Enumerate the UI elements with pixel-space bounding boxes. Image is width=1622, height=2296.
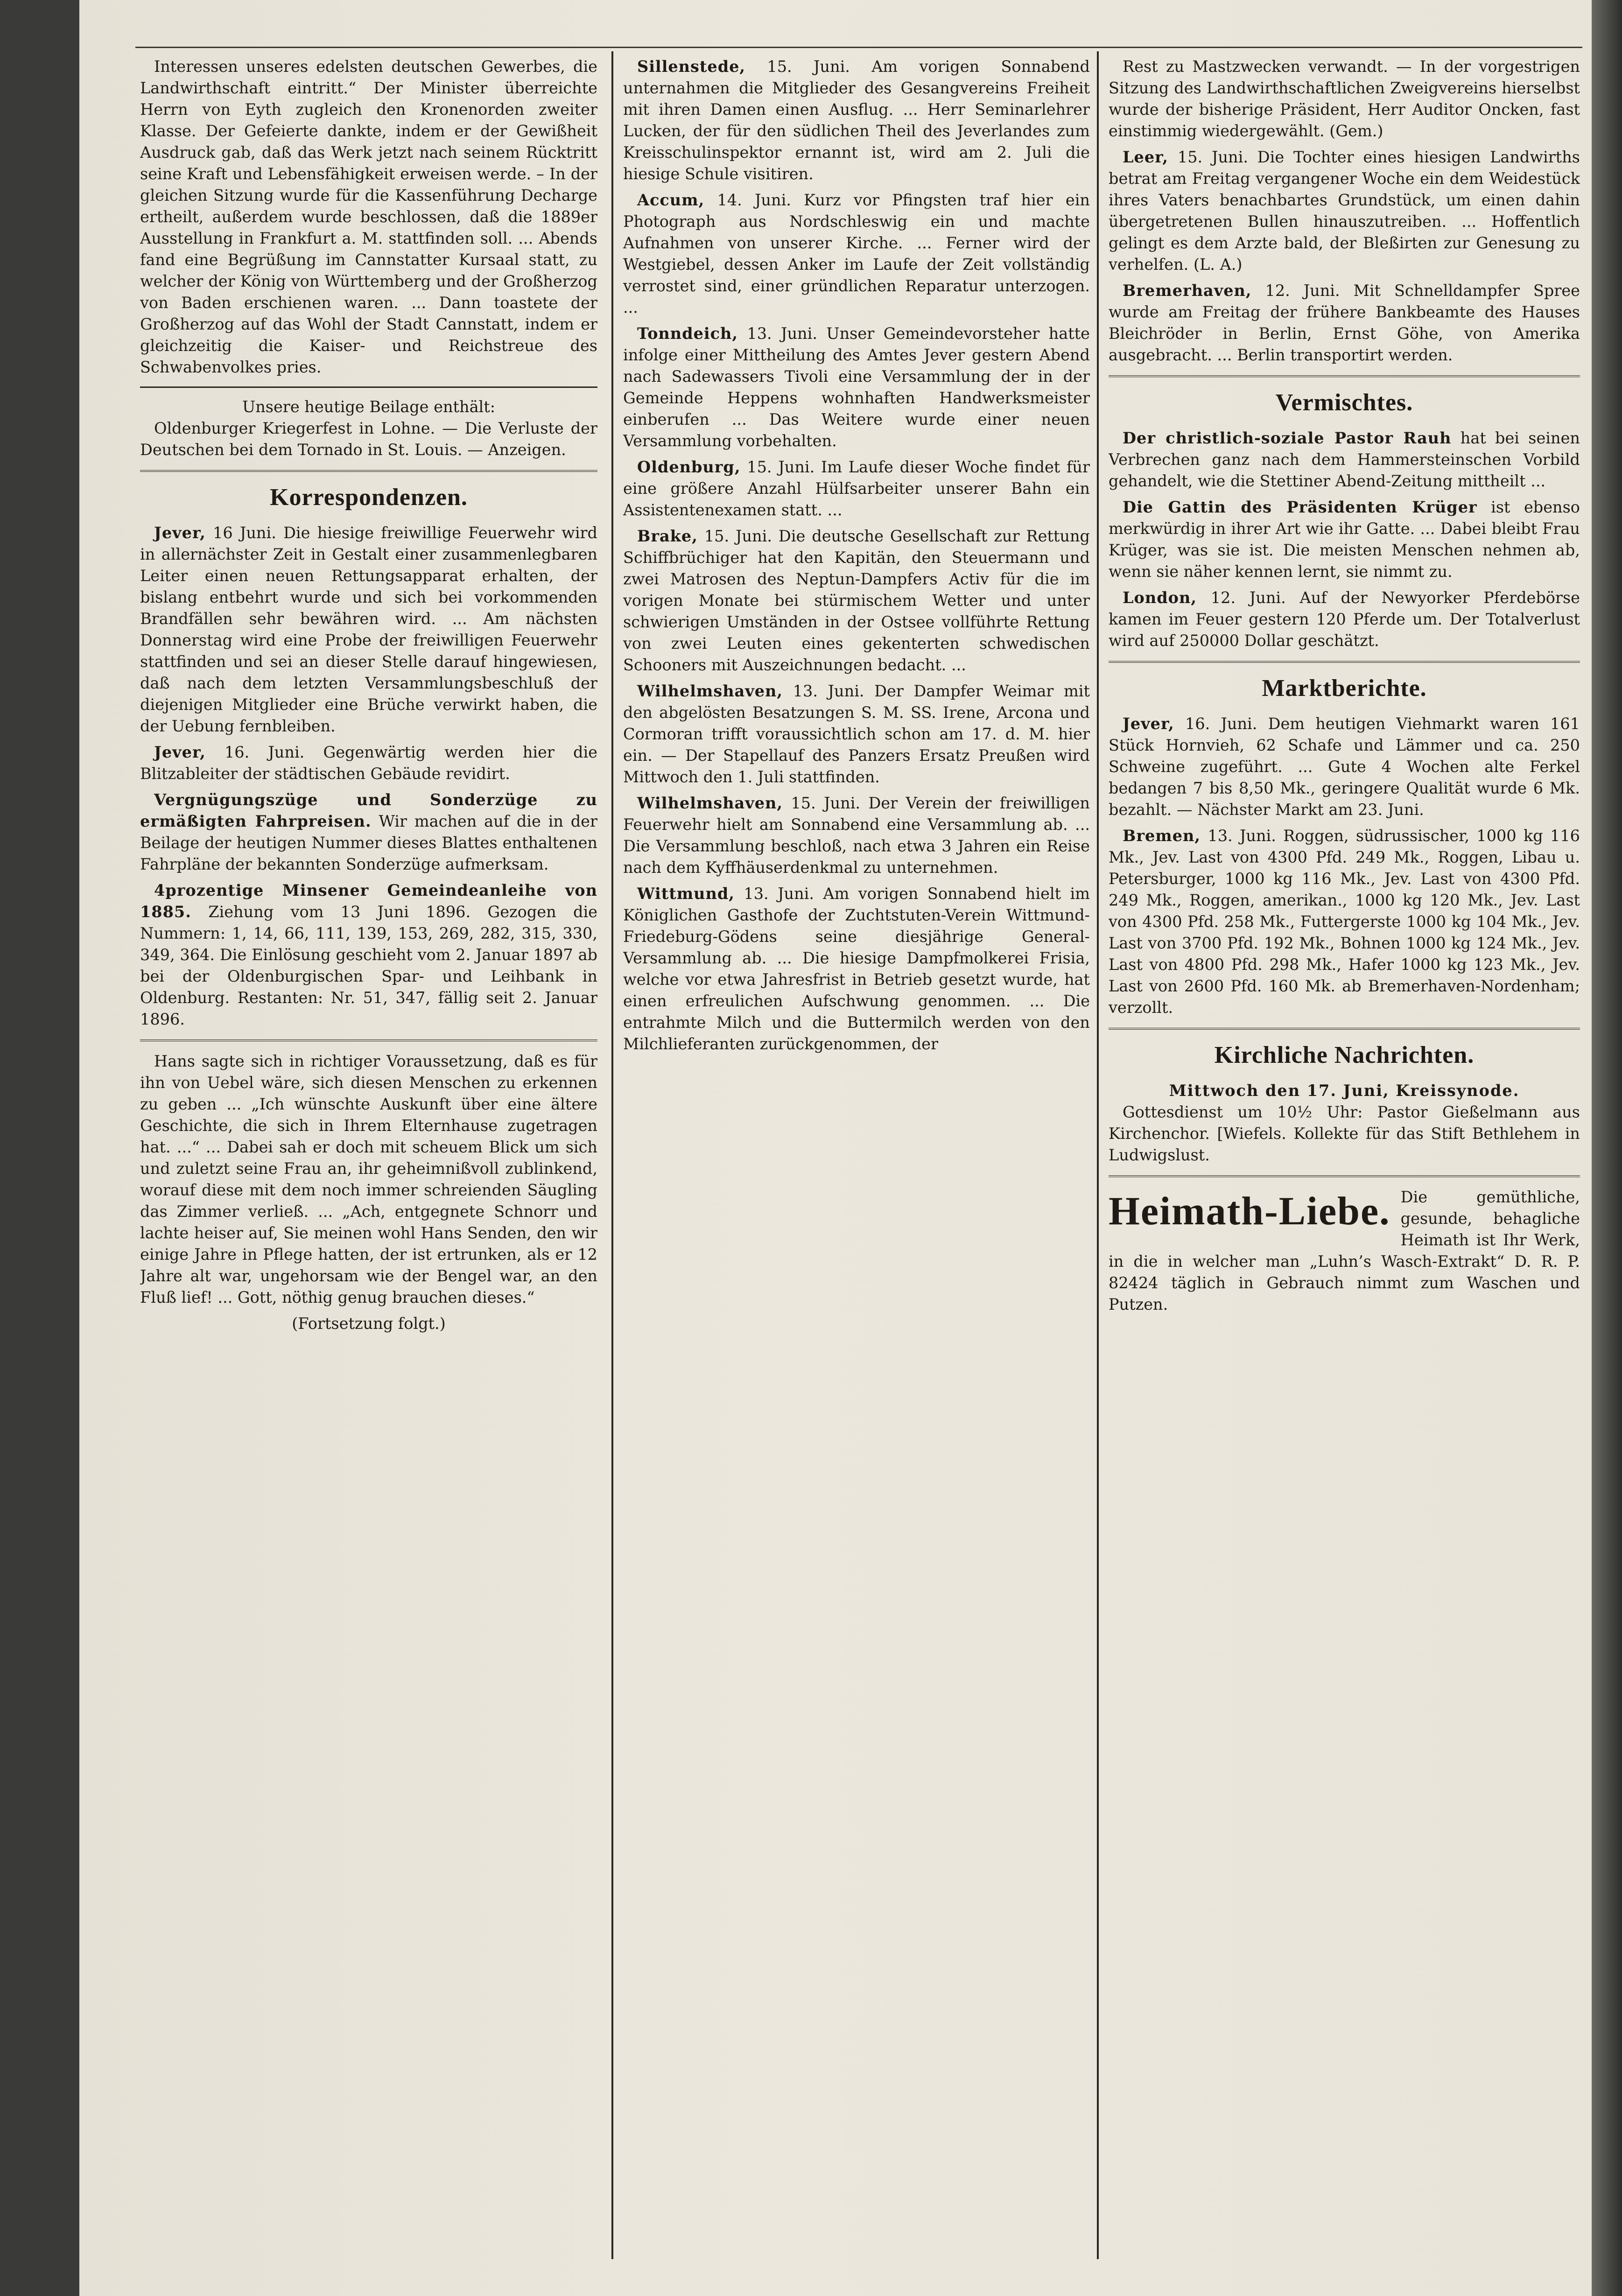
church-subheading: Mittwoch den 17. Juni, Kreissynode.: [1169, 1081, 1520, 1100]
article-vergnuegungszuege: [140, 789, 597, 875]
beilage-title: Unsere heutige Beilage enthält:: [242, 398, 496, 416]
beilage-text: Oldenburger Kriegerfest in Lohne. — Die Verluste der Deutschen bei dem Tornado in St. Louis. — Anzeigen.: [140, 419, 597, 459]
dateline: Wilhelmshaven,: [637, 794, 783, 812]
article-wilhelmshaven-2: [623, 793, 1090, 878]
divider: [1109, 661, 1580, 663]
column-rule-2: [1097, 51, 1099, 2259]
article-body: 13. Juni. Am vorigen Sonnabend hielt im Königlichen Gasthofe der Zuchtstuten-Verein Wittmund-Friedeburg-Gödens seine diesjährige General-Versammlung ab. ... Die hiesige Dampfmolkerei Frisia, welche vor etwa Jahresfrist in Betrieb gesetzt wurde, hat einen erfreulichen Aufschwung genommen. ... Die entrahmte Milch und die Buttermilch werden von den Milchlieferanten zurückgenommen, der: [623, 885, 1090, 1053]
column-middle: [623, 56, 1090, 2259]
dateline: Bremerhaven,: [1123, 281, 1252, 300]
article-continuation: Interessen unseres edelsten deutschen Gewerbes, die Landwirthschaft eintritt.“ Der Minister überreichte Herrn von Eyth zugleich den Kronenorden zweiter Klasse. Der Gefeierte dankte, indem er der Gewißheit Ausdruck gab, daß das Werk jetzt nach seinem Rücktritt seine Kraft und Lebensfähigkeit erweisen werde. – In der gleichen Sitzung wurde für die Kassenführung Decharge ertheilt, außerdem wurde beschlossen, daß die 1889er Ausstellung in Frankfurt a. M. stattfinden soll. ... Abends fand eine Begrüßung im Cannstatter Kursaal statt, zu welcher der König von Württemberg und der Großherzog von Baden erschienen waren. ... Dann toastete der Großherzog auf das Wohl der Stadt Cannstatt, indem er gleichzeitig die Kaiser- und Reichstreue des Schwabenvolkes pries.: [140, 57, 597, 376]
article-body: 13. Juni. Unser Gemeindevorsteher hatte infolge einer Mittheilung des Amtes Jever gestern Abend nach Sadewassers Tivoli eine Versammlung der in der Gemeinde Heppens wohnhaften Handwerksmeister einberufen ... Das Weitere wurde einer neuen Versammlung vorbehalten.: [623, 324, 1090, 450]
article-accum: [623, 190, 1090, 318]
dateline: Accum,: [637, 191, 705, 209]
advertisement-heimath-liebe: [1109, 1187, 1580, 1315]
article-body: 12. Juni. Mit Schnelldampfer Spree wurde am Freitag der frühere Bankbeamte des Hauses Bleichröder in Berlin, Ernst Göhe, von Amerika ausgebracht. ... Berlin transportirt werden.: [1109, 281, 1580, 364]
dateline: Tonndeich,: [637, 324, 738, 343]
divider: [1109, 375, 1580, 377]
column-rule-1: [611, 51, 613, 2259]
article-body: 14. Juni. Kurz vor Pfingsten traf hier ein Photograph aus Nordschleswig ein und machte Aufnahmen von unserer Kirche. ... Ferner wird der Westgiebel, dessen Anker im Laufe der Zeit vollständig verrostet sind, einer gründlichen Reparatur unterzogen. ...: [623, 191, 1090, 316]
article-wilhelmshaven-1: [623, 681, 1090, 788]
ad-title: Heimath-Liebe.: [1109, 1188, 1390, 1233]
market-jever: [1109, 713, 1580, 821]
dateline: Vergnügungszüge und Sonderzüge zu ermäßigten Fahrpreisen.: [140, 791, 597, 830]
article-body: Ziehung vom 13 Juni 1896. Gezogen die Nummern: 1, 14, 66, 111, 139, 153, 269, 282, 315, 330, 349, 364. Die Einlösung geschieht vom 2. Januar 1897 ab bei der Oldenburgischen Spar- und Leihbank in Oldenburg. Restanten: Nr. 51, 347, fällig seit 2. Januar 1896.: [140, 903, 597, 1028]
market-bremen: [1109, 825, 1580, 1018]
article-body: Wir machen auf die in der Beilage der heutigen Nummer dieses Blattes enthaltenen Fahrpläne der bekannten Sonderzüge aufmerksam.: [140, 812, 597, 873]
dateline: Jever,: [154, 524, 206, 542]
article-jever-1: [140, 522, 597, 737]
article-jever-2: [140, 742, 597, 785]
article-body: 15. Juni. Die Tochter eines hiesigen Landwirths betrat am Freitag vergangener Woche ein dem Weidestück ihres Vaters benachbartes Grundstück, um einen dahin übergetretenen Bullen hinauszutreiben. ... Hoffentlich gelingt es dem Arzte bald, der Bleßirten zur Genesung zu verhelfen. (L. A.): [1109, 148, 1580, 274]
divider: [1109, 1175, 1580, 1177]
article-brake: [623, 526, 1090, 676]
church-text: Gottesdienst um 10½ Uhr: Pastor Gießelmann aus Kirchenchor. [Wiefels. Kollekte für das Stift Bethlehem in Ludwigslust.: [1109, 1103, 1580, 1164]
ad-text: Die gemüthliche, gesunde, behagliche Heimath ist Ihr Werk, in die in welcher man „Luhn’s Wasch-Extrakt“ D. R. P. 82424 täglich in Gebrauch nimmt zum Waschen und Putzen.: [1109, 1188, 1580, 1313]
dateline: London,: [1123, 589, 1197, 607]
article-continuation: Rest zu Mastzwecken verwandt. — In der vorgestrigen Sitzung des Landwirthschaftlichen Zweigvereins hierselbst wurde der bisherige Präsident, Herr Auditor Oncken, fast einstimmig wiedergewählt. (Gem.): [1109, 57, 1580, 140]
article-body: 13. Juni. Roggen, südrussischer, 1000 kg 116 Mk., Jev. Last von 4300 Pfd. 249 Mk., Roggen, Libau u. Petersburger, 1000 kg 116 Mk., Jev. Last von 4300 Pfd. 249 Mk., Roggen, amerikan., 1000 kg 120 Mk., Jev. Last von 4300 Pfd. 258 Mk., Futtergerste 1000 kg 104 Mk., Jev. Last von 3700 Pfd. 192 Mk., Bohnen 1000 kg 124 Mk., Jev. Last von 4800 Pfd. 298 Mk., Hafer 1000 kg 123 Mk., Jev. Last von 2600 Pfd. 160 Mk. ab Bremerhaven-Nordenham; verzollt.: [1109, 827, 1580, 1017]
feuilleton-story: Hans sagte sich in richtiger Voraussetzung, daß es für ihn von Uebel wäre, sich diesen Menschen zu erkennen zu geben ... „Ich wünschte Auskunft über eine ältere Geschichte, die sich in Ihrem Elternhause zugetragen hat. ...“ ... Dabei sah er doch mit scheuem Blick um sich und zuletzt seine Frau an, ihr geheimnißvoll zublinkend, worauf diese mit dem noch immer schreienden Säugling das Zimmer verließ. ... „Ach, entgegnete Schnorr und lachte heiser auf, Sie meinen wohl Hans Senden, den wir einige Jahre in Pflege hatten, der ist ertrunken, als er 12 Jahre alt war, ungehorsam wie der Bengel war, an den Fluß lief! ... Gott, nöthig genug brauchen dieses.“: [140, 1052, 597, 1306]
article-oldenburg: [623, 456, 1090, 521]
column-left: [140, 56, 597, 2259]
article-body: 15. Juni. Die deutsche Gesellschaft zur Rettung Schiffbrüchiger hat den Kapitän, den Steuermann und zwei Matrosen des Neptun-Dampfers Activ für die im vorigen Monate bei stürmischem Wetter und unter schwierigen Umständen in der Ostsee vollführte Rettung von zwei Leuten eines gekenterten schwedischen Schooners mit Auszeichnungen bedacht. ...: [623, 527, 1090, 674]
article-body: 16. Juni. Dem heutigen Viehmarkt waren 161 Stück Hornvieh, 62 Schafe und Lämmer und ca. 250 Schweine zugeführt. ... Gute 4 Wochen alte Ferkel bedangen 7 bis 8,50 Mk., geringere Qualität wurde 6 Mk. bezahlt. — Nächster Markt am 23. Juni.: [1109, 715, 1580, 819]
divider: [140, 470, 597, 472]
page-edge-shadow: [1592, 0, 1622, 2296]
article-body: 13. Juni. Der Dampfer Weimar mit den abgelösten Besatzungen S. M. SS. Irene, Arcona und Cormoran trifft voraussichtlich schon am 17. d. M. hier ein. — Der Stapellauf des Panzers Ersatz Preußen wird Mittwoch den 1. Juli stattfinden.: [623, 682, 1090, 786]
divider: [140, 1039, 597, 1041]
dateline: Wittmund,: [637, 885, 735, 903]
article-body: ist ebenso merkwürdig in ihrer Art wie ihr Gatte. ... Dabei bleibt Frau Krüger, was sie ist. Die meisten Menschen nehmen ab, wenn sie näher kennen lernt, sie nimmt zu.: [1109, 498, 1580, 581]
top-rule: [135, 47, 1582, 48]
section-heading-marktberichte: Marktberichte.: [1262, 675, 1427, 702]
article-sillenstede: [623, 56, 1090, 185]
article-body: 15. Juni. Im Laufe dieser Woche findet für eine größere Anzahl Hülfsarbeiter unserer Bahn ein Assistentenexamen statt. ...: [623, 458, 1090, 519]
article-wittmund: [623, 883, 1090, 1055]
article-krueger: [1109, 497, 1580, 583]
article-leer: [1109, 147, 1580, 275]
dateline: Brake,: [637, 527, 698, 545]
dateline: Leer,: [1123, 148, 1169, 166]
dateline: Jever,: [1123, 715, 1174, 733]
column-right: [1109, 56, 1580, 2259]
article-body: 12. Juni. Auf der Newyorker Pferdebörse kamen im Feuer gestern 120 Pferde um. Der Totalverlust wird auf 250000 Dollar geschätzt.: [1109, 589, 1580, 650]
article-body: 16. Juni. Gegenwärtig werden hier die Blitzableiter der städtischen Gebäude revidirt.: [140, 743, 597, 783]
section-heading-kirchliche-nachrichten: Kirchliche Nachrichten.: [1214, 1042, 1475, 1068]
article-tonndeich: [623, 323, 1090, 452]
article-body: hat bei seinen Verbrechen ganz nach dem Hammersteinschen Vorbild gehandelt, wie die Stettiner Abend-Zeitung mittheilt ...: [1109, 429, 1580, 490]
article-bremerhaven: [1109, 280, 1580, 366]
section-heading-vermischtes: Vermischtes.: [1275, 389, 1413, 416]
divider: [140, 386, 597, 388]
divider: [1109, 1028, 1580, 1030]
article-body: 16 Juni. Die hiesige freiwillige Feuerwehr wird in allernächster Zeit in Gestalt einer zusammenlegbaren Leiter einen neuen Rettungsapparat erhalten, der bislang entbehrt wurde und sich bei vorkommenden Brandfällen sehr bewähren wird. ... Am nächsten Donnerstag wird eine Probe der freiwilligen Feuerwehr stattfinden und sei an dieser Stelle darauf hingewiesen, daß nach dem letzten Versammlungsbeschluß der diejenigen Mitglieder eine Brüche verwirkt haben, die der Uebung fernbleiben.: [140, 524, 597, 735]
article-pastor-rauh: [1109, 428, 1580, 492]
dateline: 4prozentige Minsener Gemeindeanleihe von 1885.: [140, 881, 597, 921]
article-body: 15. Juni. Am vorigen Sonnabend unternahmen die Mitglieder des Gesangvereins Freiheit mit ihren Damen einen Ausflug. ... Herr Seminarlehrer Lucken, der für den südlichen Theil des Jeverlandes zum Kreisschulinspektor ernannt ist, wird am 2. Juli die hiesige Schule visitiren.: [623, 57, 1090, 183]
dateline: Wilhelmshaven,: [637, 682, 783, 700]
dateline: Oldenburg,: [637, 458, 741, 476]
article-anleihe: [140, 880, 597, 1030]
article-body: 15. Juni. Der Verein der freiwilligen Feuerwehr hielt am Sonnabend eine Versammlung ab. ... Die Versammlung beschloß, nach etwa 3 Jahren ein Reise nach dem Kyffhäuserdenkmal zu unternehmen.: [623, 794, 1090, 877]
article-london: [1109, 587, 1580, 652]
dateline: Der christlich-soziale Pastor Rauh: [1123, 429, 1452, 447]
dateline: Jever,: [154, 743, 206, 761]
dateline: Bremen,: [1123, 827, 1201, 845]
dateline: Sillenstede,: [637, 57, 746, 76]
section-heading-korrespondenzen: Korrespondenzen.: [270, 484, 468, 511]
fortsetzung-note: (Fortsetzung folgt.): [292, 1314, 446, 1333]
dateline: Die Gattin des Präsidenten Krüger: [1123, 498, 1477, 516]
